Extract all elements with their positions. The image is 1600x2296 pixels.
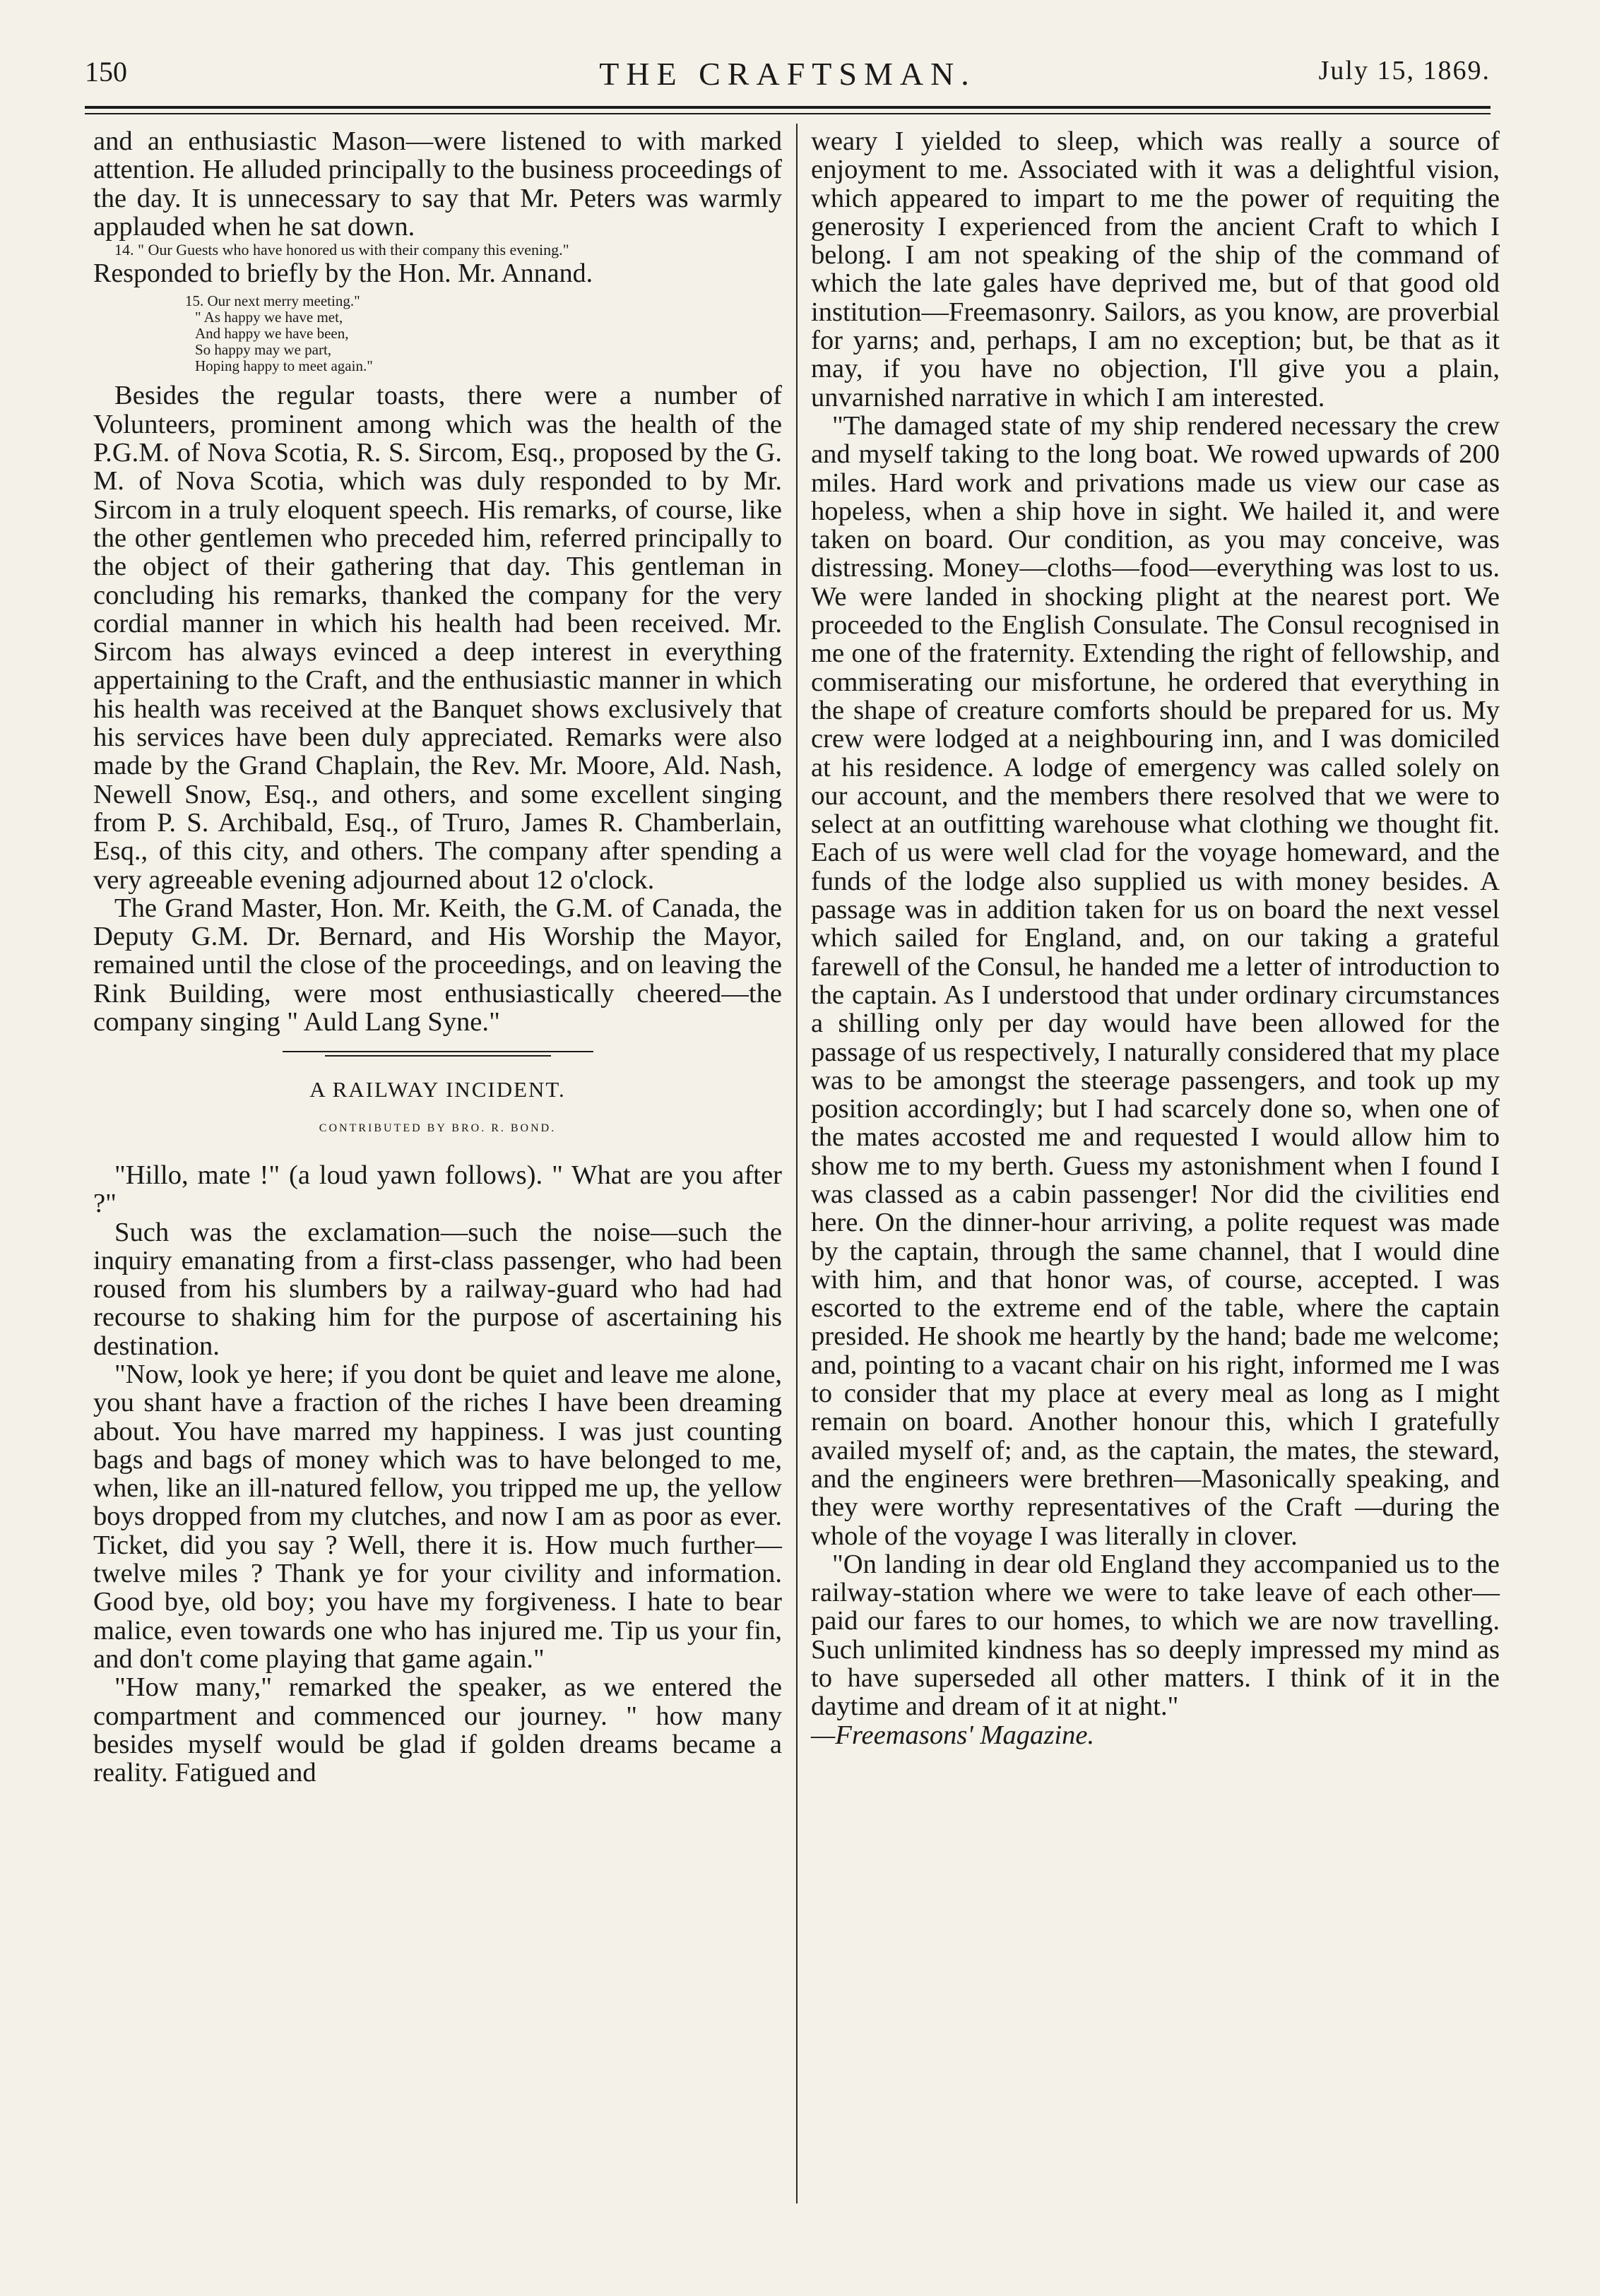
paragraph: "On landing in dear old England they accompanied us to the railway-station where we were to take leave of each other—paid our fares to our homes, to which we are now travelling. Such unlimited kindness has so deeply impressed my mind as to have superseded all other matters. I think of it in the daytime and dream of it at night." xyxy=(811,1549,1500,1722)
section-divider xyxy=(283,1049,593,1059)
left-column xyxy=(93,127,782,1787)
publication-title: THE CRAFTSMAN. xyxy=(599,56,976,92)
toast-14: 14. " Our Guests who have honored us with their company this evening." xyxy=(114,241,569,259)
toast-line: " As happy we have met, xyxy=(195,309,343,326)
paragraph: Besides the regular toasts, there were a number of Volunteers, prominent among which was the health of the P.G.M. of Nova Scotia, R. S. Sircom, Esq., proposed by the G. M. of Nova Scotia, which was duly responded to by Mr. Sircom in a truly eloquent speech. His remarks, of course, like the other gentlemen who preceded him, referred principally to the object of their gathering that day. This gentleman in concluding his remarks, thanked the company for the very cordial manner in which his health had been received. Mr. Sircom has always evinced a deep interest in everything appertaining to the Craft, and the enthusiastic manner in which his health was received at the Banquet shows exclusively that his services have been duly appreciated. Remarks were also made by the Grand Chaplain, the Rev. Mr. Moore, Ald. Nash, Newell Snow, Esq., and others, and some excellent singing from P. S. Archibald, Esq., of Truro, James R. Chamberlain, Esq., of this city, and others. The company after spending a very agreeable evening adjourned about 12 o'clock. xyxy=(93,381,782,895)
paragraph: weary I yielded to sleep, which was really a source of enjoyment to me. Associated with it was a delightful vision, which appeared to impart to me the power of requiting the generosity I experienced from the ancient Craft to which I belong. I am not speaking of the ship of the command of which the late gales have deprived me, but of that good old institution—Freemasonry. Sailors, as you know, are proverbial for yarns; and, perhaps, I am no exception; but, be that as it may, if you have no objection, I'll give you a plain, unvarnished narrative in which I am interested. xyxy=(811,126,1500,412)
header-rule xyxy=(85,106,1491,109)
article-title: A RAILWAY INCIDENT. xyxy=(309,1077,566,1102)
paragraph: "Now, look ye here; if you dont be quiet and leave me alone, you shant have a fraction of the riches I have been dreaming about. You have marred my happiness. I was just counting bags and bags of money which was to have belonged to me, when, like an ill-natured fellow, you tripped me up, the yellow boys dropped from my clutches, and now I am as poor as ever. Ticket, did you say ? Well, there it is. How much further—twelve miles ? Thank ye for your civility and information. Good bye, old boy; you have my forgiveness. I hate to bear malice, even towards one who has injured me. Tip us your fin, and don't come playing that game again." xyxy=(93,1359,782,1674)
toast-line: 15. Our next merry meeting." xyxy=(185,292,360,310)
toast-line: Hoping happy to meet again." xyxy=(195,357,373,375)
source-credit: —Freemasons' Magazine. xyxy=(811,1720,1095,1750)
page-number: 150 xyxy=(85,56,127,88)
article-byline: CONTRIBUTED BY BRO. R. BOND. xyxy=(319,1122,557,1134)
paragraph: Such was the exclamation—such the noise—such the inquiry emanating from a first-class passenger, who had been roused from his slumbers by a railway-guard who had had recourse to shaking him for the purpose of ascertaining his destination. xyxy=(93,1217,782,1361)
header-rule-thin xyxy=(85,113,1491,114)
column-divider xyxy=(796,124,798,2203)
paragraph: and an enthusiastic Mason—were listened to with marked attention. He alluded principally to the business proceedings of the day. It is unnecessary to say that Mr. Peters was warmly applauded when he sat down. xyxy=(93,126,782,242)
toast-response: Responded to briefly by the Hon. Mr. Annand. xyxy=(93,258,593,289)
toast-15 xyxy=(185,293,782,374)
paragraph: "Hillo, mate !" (a loud yawn follows). " What are you after ?" xyxy=(93,1160,782,1219)
toast-line: So happy may we part, xyxy=(195,341,332,359)
toast-line: And happy we have been, xyxy=(195,325,349,343)
page-header xyxy=(85,55,1491,97)
right-column xyxy=(811,127,1500,1749)
paragraph: "The damaged state of my ship rendered necessary the crew and myself taking to the long boat. We rowed upwards of 200 miles. Hard work and privations made us view our case as hopeless, when a ship hove in sight. We hailed it, and were taken on board. Our condition, as you may conceive, was distressing. Money—cloths—food—everything was lost to us. We were landed in shocking plight at the nearest port. We proceeded to the English Consulate. The Consul recognised in me one of the fraternity. Extending the right of fellowship, and commiserating our misfortune, he ordered that everything in the shape of creature comforts should be prepared for us. My crew were lodged at a neighbouring inn, and I was domiciled at his residence. A lodge of emergency was called solely on our account, and the members there resolved that we were to select at an outfitting warehouse what clothing we thought fit. Each of us were well clad for the voyage homeward, and the funds of the lodge also supplied us with money besides. A passage was in addition taken for us on board the next vessel which sailed for England, and, on our taking a grateful farewell of the Consul, he handed me a letter of introduction to the captain. As I understood that under ordinary circumstances a shilling only per day would have been allowed for the passage of us respectively, I naturally considered that my place was to be amongst the steerage passengers, and took up my position accordingly; but I had scarcely done so, when one of the mates accosted me and requested I would allow him to show me to my berth. Guess my astonishment when I found I was classed as a cabin passenger! Nor did the civilities end here. On the dinner-hour arriving, a polite request was made by the captain, through the same channel, that I would dine with him, and that honor was, of course, accepted. I was escorted to the extreme end of the table, where the captain presided. He shook me heartly by the hand; bade me welcome; and, pointing to a vacant chair on his right, informed me I was to consider that my place at every meal as long as I might remain on board. Another honour this, which I gratefully availed myself of; and, as the captain, the mates, the steward, and the engineers were brethren—Masonically speaking, and they were worthy representatives of the Craft —during the whole of the voyage I was literally in clover. xyxy=(811,410,1500,1551)
paragraph: "How many," remarked the speaker, as we entered the compartment and commenced our journey. " how many besides myself would be glad if golden dreams became a reality. Fatigued and xyxy=(93,1672,782,1788)
paragraph: The Grand Master, Hon. Mr. Keith, the G.M. of Canada, the Deputy G.M. Dr. Bernard, and His Worship the Mayor, remained until the close of the proceedings, and on leaving the Rink Building, were most enthusiastically cheered—the company singing " Auld Lang Syne." xyxy=(93,893,782,1037)
issue-date: July 15, 1869. xyxy=(1318,56,1491,85)
